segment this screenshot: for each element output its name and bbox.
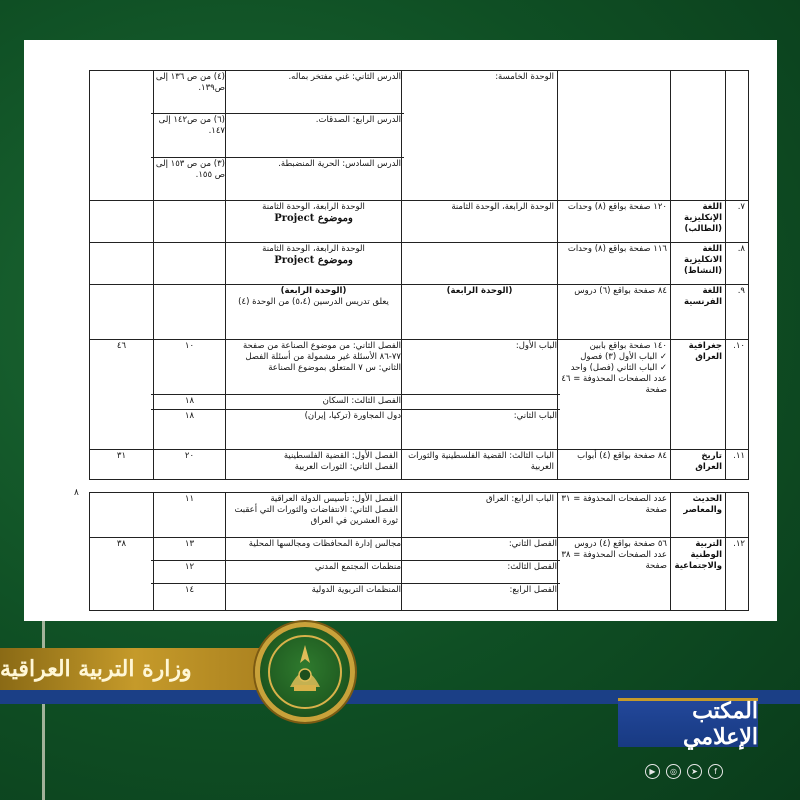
book-line: عدد الصفحات المحذوفة = ٣٨ صفحة [561,550,667,571]
table-row [90,450,749,480]
curriculum-table-continued [89,492,749,611]
ministry-banner: وزارة التربية العراقية [0,648,300,690]
pages-cell: ٢٠ [154,450,226,480]
book-cell: ٨٤ صفحة بواقع (٤) أبواب [558,450,671,480]
row-number: ١٠. [726,340,749,450]
row-number: ١٢. [726,538,749,611]
subject-cell: الحديث والمعاصر [671,493,726,538]
chapter-cell: المنظمات التربوية الدولية [223,583,404,610]
lesson-cell: الدرس السادس: الحرية المنضبطة. [223,157,404,200]
social-icons [645,764,723,779]
chapter-cell: دول المجاورة (تركيا، إيران) [223,409,404,449]
detail-heading: (الوحدة الرابعة) [280,286,347,296]
table-row [90,71,749,201]
part-cell: الفصل الثالث: [399,560,560,583]
part-cell: الباب الأول: [515,341,557,351]
curriculum-table [89,70,749,480]
youtube-icon[interactable]: ▶ [645,764,660,779]
pages-cell: ١٢ [151,560,228,583]
facebook-icon[interactable]: f [708,764,723,779]
subject-cell: جغرافية العراق [671,340,726,450]
total-cell: ٤٦ [90,340,154,450]
detail-line: الفصل الأول: تأسيس الدولة العراقية [270,494,398,504]
units-cell: الباب الرابع: العراق [402,493,558,538]
media-office-logo: المكتب الإعلامي [618,698,758,747]
document-page [24,40,777,621]
pages-cell: (٦) من ص١٤٢ إلى ١٤٧. [151,113,228,157]
book-cell: عدد الصفحات المحذوفة = ٣١ صفحة [558,493,671,538]
chapter-cell: الفصل الثالث: السكان [223,394,404,409]
subject-cell: اللغة الإنكليزية (الطالب) [671,201,726,243]
chapter-cell: مجالس إدارة المحافظات ومجالسها المحلية [248,539,401,549]
pages-cell: (٤) من ص ١٣٦ إلى ص١٣٩. [155,72,225,93]
pages-cell: ١٨ [151,409,228,449]
book-line: ٥٦ صفحة بواقع (٤) دروس [574,539,667,549]
unit-cell: الوحدة الخامسة: [402,71,558,201]
telegram-icon[interactable]: ➤ [687,764,702,779]
row-number: ٨. [726,243,749,285]
emblem-icon [260,627,350,717]
pages-cell: ١٤ [151,583,228,610]
book-line: عدد الصفحات المحذوفة = ٤٦ صفحة [561,374,667,395]
part-cell: الفصل الثاني: [508,539,557,549]
row-number: ٩. [726,285,749,340]
detail-line: الوحدة الرابعة، الوحدة الثامنة [262,202,365,212]
units-cell: (الوحدة الرابعة) [402,285,558,340]
table-row [90,538,749,611]
part-cell: الفصل الرابع: [399,583,560,610]
table-row [90,201,749,243]
pages-cell: ١٠ [184,341,195,351]
subject-cell: تاريخ العراق [671,450,726,480]
pages-cell: ١٨ [151,394,228,409]
detail-line: الفصل الأول: القضية الفلسطينية [283,451,398,461]
chapter-cell: منظمات المجتمع المدني [223,560,404,583]
page-number: ٨ [74,488,79,498]
subject-cell: اللغة الفرنسية [671,285,726,340]
pages-cell: ١٣ [184,539,195,549]
lesson-cell: الدرس الرابع: الصدقات. [223,113,404,157]
subject-cell: اللغة الانكليزية (النشاط) [671,243,726,285]
detail-line: وموضوع Project [274,213,353,224]
detail-line: وموضوع Project [274,255,353,266]
ministry-emblem [255,622,355,722]
row-number: ١١. [726,450,749,480]
table-row [90,340,749,450]
table-row [90,243,749,285]
book-line: ✓ الباب الأول (٣) فصول [580,352,667,362]
pages-cell: (٣) من ص ١٥٣ إلى ص ١٥٥. [151,157,228,200]
globe-icon[interactable]: ◎ [666,764,681,779]
book-cell: ١٢٠ صفحة بواقع (٨) وحدات [558,201,671,243]
detail-line: الفصل الثاني: الانتفاضات والثورات التي أعقبت ثورة العشرين في العراق [234,505,398,526]
book-line: ✓ الباب الثاني (فصل) واحد [570,363,667,373]
total-cell: ٣١ [90,450,154,480]
table-row [90,493,749,538]
table-row [90,285,749,340]
book-line: ١٤٠ صفحة بواقع بابين [589,341,667,351]
part-cell: الباب الثاني: [399,409,560,449]
detail-line: يعلق تدريس الدرسين (٥،٤) من الوحدة (٤) [238,297,389,307]
detail-line: الوحدة الرابعة، الوحدة الثامنة [262,244,365,254]
detail-line: الفصل الثاني: الثورات العربية [294,462,398,472]
total-cell: ٣٨ [90,538,154,611]
units-cell: الوحدة الرابعة، الوحدة الثامنة [402,201,558,243]
chapter-cell: الفصل الثاني: من موضوع الصناعة من صفحة ٧٧-٨٦ الأسئلة غير مشمولة من أسئلة الفصل الثاني: س ٧ المتعلق بموضوع الصناعة [242,341,401,373]
book-cell: ٨٤ صفحة بواقع (٦) دروس [558,285,671,340]
lesson-cell: الدرس الثاني: غني مفتخر بماله. [288,72,401,82]
pages-cell: ١١ [154,493,226,538]
book-cell: ١١٦ صفحة بواقع (٨) وحدات [558,243,671,285]
subject-cell: التربية الوطنية والاجتماعية [671,538,726,611]
units-cell: الباب الثالث: القضية الفلسطينية والثورات العربية [402,450,558,480]
row-number: ٧. [726,201,749,243]
